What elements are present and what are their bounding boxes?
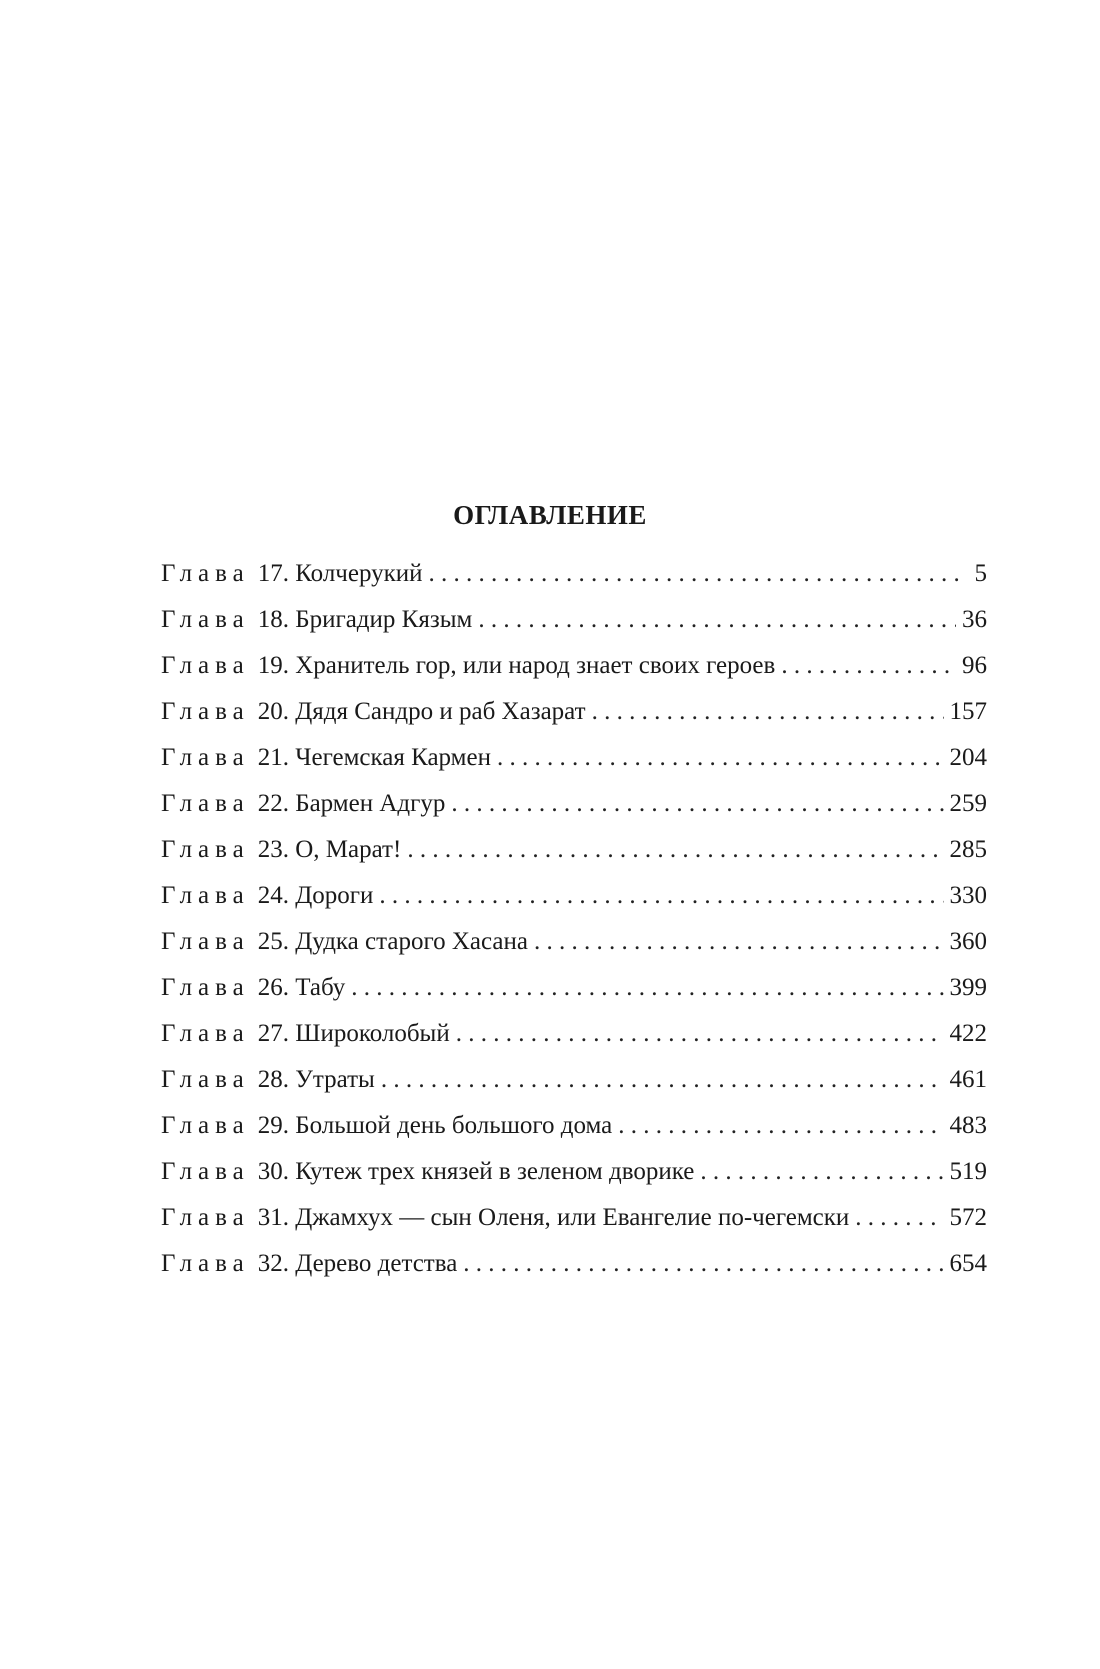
toc-entry bbox=[161, 744, 987, 790]
chapter-word: Глава bbox=[161, 1112, 250, 1139]
page-number: 204 bbox=[949, 744, 987, 771]
toc-entry bbox=[161, 790, 987, 836]
chapter-word: Глава bbox=[161, 1250, 250, 1277]
toc-title: ОГЛАВЛЕНИЕ bbox=[453, 500, 647, 530]
page-number: 36 bbox=[962, 606, 987, 633]
chapter-word: Глава bbox=[161, 1020, 250, 1047]
toc-entry bbox=[161, 652, 987, 698]
chapter-number: 18. bbox=[257, 606, 289, 633]
dot-leader bbox=[379, 882, 943, 910]
dot-leader bbox=[781, 652, 956, 680]
chapter-word: Глава bbox=[161, 928, 250, 955]
chapter-title: Большой день большого дома bbox=[295, 1112, 613, 1139]
toc-entry bbox=[161, 974, 987, 1020]
chapter-title: Джамхух — сын Оленя, или Евангелие по-чегемски bbox=[295, 1204, 850, 1231]
chapter-word: Глава bbox=[161, 560, 250, 587]
page-number: 572 bbox=[949, 1204, 987, 1231]
dot-leader bbox=[429, 560, 961, 588]
chapter-number: 21. bbox=[257, 744, 289, 771]
chapter-word: Глава bbox=[161, 790, 250, 817]
page-number: 157 bbox=[949, 698, 987, 725]
dot-leader bbox=[381, 1066, 944, 1094]
chapter-title: Кутеж трех князей в зеленом дворике bbox=[295, 1158, 695, 1185]
chapter-number: 24. bbox=[257, 882, 289, 909]
page-number: 399 bbox=[949, 974, 987, 1001]
page-number: 519 bbox=[949, 1158, 987, 1185]
chapter-number: 19. bbox=[257, 652, 289, 679]
chapter-number: 30. bbox=[257, 1158, 289, 1185]
chapter-title: Табу bbox=[295, 974, 346, 1001]
chapter-word: Глава bbox=[161, 1204, 250, 1231]
chapter-word: Глава bbox=[161, 744, 250, 771]
chapter-number: 17. bbox=[257, 560, 289, 587]
chapter-title: Дороги bbox=[295, 882, 374, 909]
chapter-title: Хранитель гор, или народ знает своих героев bbox=[295, 652, 776, 679]
dot-leader bbox=[451, 790, 943, 818]
chapter-number: 25. bbox=[257, 928, 289, 955]
dot-leader bbox=[618, 1112, 943, 1140]
chapter-number: 29. bbox=[257, 1112, 289, 1139]
dot-leader bbox=[456, 1020, 944, 1048]
toc-entry bbox=[161, 698, 987, 744]
chapter-title: Дудка старого Хасана bbox=[295, 928, 528, 955]
dot-leader bbox=[351, 974, 943, 1002]
toc-entry bbox=[161, 606, 987, 652]
page-number: 654 bbox=[949, 1250, 987, 1277]
chapter-title: Дерево детства bbox=[295, 1250, 458, 1277]
toc-entry bbox=[161, 1250, 987, 1296]
page-number: 360 bbox=[949, 928, 987, 955]
chapter-number: 28. bbox=[257, 1066, 289, 1093]
chapter-title: Дядя Сандро и раб Хазарат bbox=[295, 698, 586, 725]
dot-leader bbox=[463, 1250, 943, 1278]
chapter-word: Глава bbox=[161, 652, 250, 679]
toc-entry bbox=[161, 836, 987, 882]
chapter-title: Утраты bbox=[295, 1066, 375, 1093]
chapter-title: Бригадир Кязым bbox=[295, 606, 473, 633]
chapter-title: Чегемская Кармен bbox=[295, 744, 491, 771]
chapter-number: 20. bbox=[257, 698, 289, 725]
chapter-number: 31. bbox=[257, 1204, 289, 1231]
page-number: 461 bbox=[949, 1066, 987, 1093]
chapter-number: 27. bbox=[257, 1020, 289, 1047]
dot-leader bbox=[497, 744, 944, 772]
toc-entry bbox=[161, 1112, 987, 1158]
toc-list bbox=[161, 560, 987, 1296]
chapter-word: Глава bbox=[161, 1066, 250, 1093]
chapter-number: 26. bbox=[257, 974, 289, 1001]
chapter-number: 32. bbox=[257, 1250, 289, 1277]
toc-entry bbox=[161, 560, 987, 606]
chapter-title: Широколобый bbox=[295, 1020, 450, 1047]
dot-leader bbox=[478, 606, 956, 634]
chapter-number: 22. bbox=[257, 790, 289, 817]
dot-leader bbox=[407, 836, 943, 864]
page-number: 285 bbox=[949, 836, 987, 863]
chapter-word: Глава bbox=[161, 836, 250, 863]
chapter-word: Глава bbox=[161, 1158, 250, 1185]
toc-entry bbox=[161, 1066, 987, 1112]
page-number: 5 bbox=[974, 560, 987, 587]
chapter-number: 23. bbox=[257, 836, 289, 863]
page-number: 422 bbox=[949, 1020, 987, 1047]
chapter-word: Глава bbox=[161, 974, 250, 1001]
chapter-word: Глава bbox=[161, 882, 250, 909]
toc-entry bbox=[161, 1020, 987, 1066]
chapter-word: Глава bbox=[161, 698, 250, 725]
chapter-title: Колчерукий bbox=[295, 560, 423, 587]
toc-entry bbox=[161, 882, 987, 928]
page-number: 96 bbox=[962, 652, 987, 679]
dot-leader bbox=[592, 698, 944, 726]
page-number: 330 bbox=[949, 882, 987, 909]
toc-entry bbox=[161, 928, 987, 974]
toc-entry bbox=[161, 1204, 987, 1250]
page-number: 259 bbox=[949, 790, 987, 817]
chapter-word: Глава bbox=[161, 606, 250, 633]
dot-leader bbox=[855, 1204, 943, 1232]
page-number: 483 bbox=[949, 1112, 987, 1139]
chapter-title: Бармен Адгур bbox=[295, 790, 446, 817]
dot-leader bbox=[534, 928, 944, 956]
dot-leader bbox=[700, 1158, 943, 1186]
chapter-title: О, Марат! bbox=[295, 836, 402, 863]
toc-entry bbox=[161, 1158, 987, 1204]
